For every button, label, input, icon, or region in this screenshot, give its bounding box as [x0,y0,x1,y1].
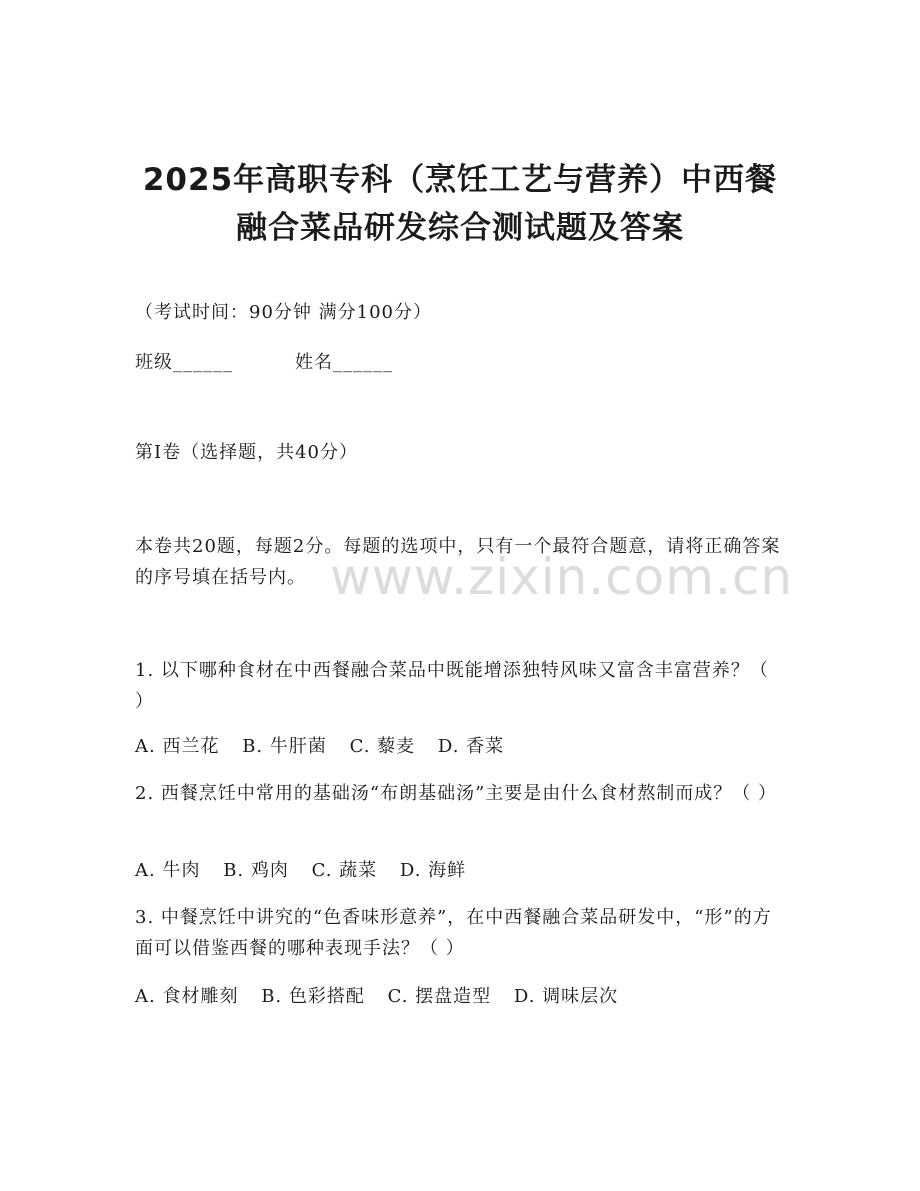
question-3-stem: 3. 中餐烹饪中讲究的“色香味形意养”，在中西餐融合菜品研发中，“形”的方面可以借鉴西餐的哪种表现手法？（ ） [135,907,772,959]
question-1-options [135,733,520,761]
question-2-option-b: B. 鸡肉 [223,860,289,881]
document-title-line-1: 2025年高职专科（烹饪工艺与营养）中西餐 [142,162,778,198]
question-1-option-b: B. 牛肝菌 [242,736,327,757]
section-instructions: 本卷共20题，每题2分。每题的选项中，只有一个最符合题意，请将正确答案的序号填在括号内。 [135,536,781,588]
class-field: 班级______ [135,352,233,373]
question-3-options [135,983,634,1011]
question-2-options [135,857,482,885]
question-3-option-d: D. 调味层次 [513,986,619,1007]
question-1-stem: 1. 以下哪种食材在中西餐融合菜品中既能增添独特风味又富含丰富营养？（ ） [135,660,769,712]
question-3-option-b: B. 色彩搭配 [261,986,365,1007]
name-field: 姓名______ [295,352,393,373]
question-2-option-a: A. 牛肉 [135,860,201,881]
question-3-option-c: C. 摆盘造型 [387,986,492,1007]
section-heading: 第I卷（选择题，共40分） [135,442,359,463]
document-title-line-2: 融合菜品研发综合测试题及答案 [236,210,684,246]
question-1-option-d: D. 香菜 [437,736,505,757]
watermark: www.zixin.com.cn [330,548,794,606]
exam-info: （考试时间：90分钟 满分100分） [135,302,432,323]
question-1-option-c: C. 藜麦 [349,736,416,757]
question-2-option-d: D. 海鲜 [399,860,467,881]
question-2-option-c: C. 蔬菜 [311,860,378,881]
question-2-stem: 2. 西餐烹饪中常用的基础汤“布朗基础汤”主要是由什么食材熬制而成？（ ） [135,783,778,804]
question-1-option-a: A. 西兰花 [135,736,220,757]
question-3-option-a: A. 食材雕刻 [135,986,239,1007]
